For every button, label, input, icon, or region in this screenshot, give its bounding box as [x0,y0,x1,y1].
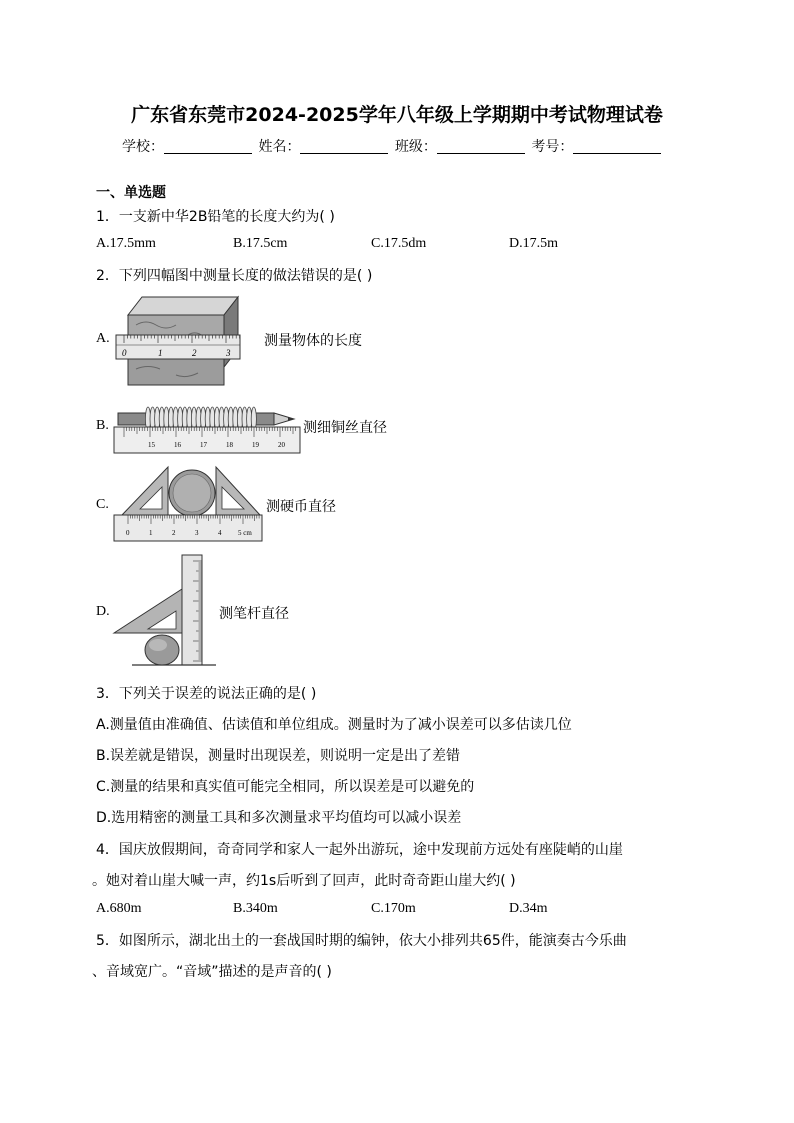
figure-b-tick-20: 20 [278,441,285,449]
question-4-stem-line-2: 。她对着山崖大喊一声，约1s后听到了回声，此时奇奇距山崖大约( ) [92,873,516,889]
figure-b-label: B. [96,418,109,433]
q4-option-a: A.680m [96,901,142,916]
figure-a-tick-2: 2 [192,348,197,358]
school-label: 学校： [122,139,164,155]
q1-option-a: A.17.5mm [96,236,156,251]
figure-c-caption: 测硬币直径 [266,499,336,515]
figure-a-caption: 测量物体的长度 [264,333,362,349]
name-blank[interactable] [300,138,388,154]
figure-b-tick-16: 16 [174,441,181,449]
name-label: 姓名： [258,139,301,155]
figure-c-label: C. [96,497,109,512]
figure-a-tick-0: 0 [122,348,127,358]
figure-b-pencil-wire [112,393,304,457]
q3-option-b: B.误差就是错误，测量时出现误差，则说明一定是出了差错 [96,748,461,764]
figure-c-tick-5: 5 cm [238,529,252,537]
q3-option-a: A.测量值由准确值、估读值和单位组成。测量时为了减小误差可以多估读几位 [96,717,572,733]
q4-option-d: D.34m [509,901,548,916]
figure-d-ruler-triangle-pen [112,553,218,671]
figure-d-label: D. [96,604,110,619]
question-4-stem-line-1: 4．国庆放假期间，奇奇同学和家人一起外出游玩，途中发现前方远处有座陡峭的山崖 [96,842,623,858]
number-blank[interactable] [573,138,661,154]
figure-c-tick-0: 0 [126,529,130,537]
question-5-stem-line-2: 、音域宽广。“音域”描述的是声音的( ) [92,964,332,980]
figure-a-tick-3: 3 [226,348,231,358]
q4-option-b: B.340m [233,901,278,916]
q1-option-c: C.17.5dm [371,236,427,251]
figure-b-caption: 测细铜丝直径 [303,420,387,436]
q1-option-d: D.17.5m [509,236,558,251]
q4-option-c: C.170m [371,901,416,916]
figure-b-tick-18: 18 [226,441,233,449]
q3-option-c: C.测量的结果和真实值可能完全相同，所以误差是可以避免的 [96,779,475,795]
section-heading: 一、单选题 [96,185,166,201]
figure-b-tick-17: 17 [200,441,207,449]
class-label: 班级： [394,139,437,155]
q3-option-d: D.选用精密的测量工具和多次测量求平均值均可以减小误差 [96,810,462,826]
q1-option-b: B.17.5cm [233,236,288,251]
page-title: 广东省东莞市2024-2025学年八年级上学期期中考试物理试卷 [131,104,663,126]
question-5-stem-line-1: 5．如图所示，湖北出土的一套战国时期的编钟，依大小排列共65件，能演奏古今乐曲 [96,933,627,949]
figure-b-tick-15: 15 [148,441,155,449]
figure-a-block-ruler [112,295,264,387]
figure-c-tick-4: 4 [218,529,222,537]
figure-a-label: A. [96,331,110,346]
figure-c-tick-2: 2 [172,529,176,537]
figure-a-tick-1: 1 [158,348,163,358]
figure-d-caption: 测笔杆直径 [219,606,289,622]
figure-c-tick-3: 3 [195,529,199,537]
figure-c-tick-1: 1 [149,529,153,537]
figure-c-triangles-coin [112,465,264,543]
question-2-stem: 2．下列四幅图中测量长度的做法错误的是( ) [96,268,373,284]
number-label: 考号： [531,139,574,155]
student-info-row [122,136,682,156]
question-3-stem: 3．下列关于误差的说法正确的是( ) [96,686,317,702]
figure-b-tick-19: 19 [252,441,259,449]
question-1-stem: 1．一支新中华2B铅笔的长度大约为( ) [96,209,335,225]
school-blank[interactable] [164,138,252,154]
class-blank[interactable] [437,138,525,154]
